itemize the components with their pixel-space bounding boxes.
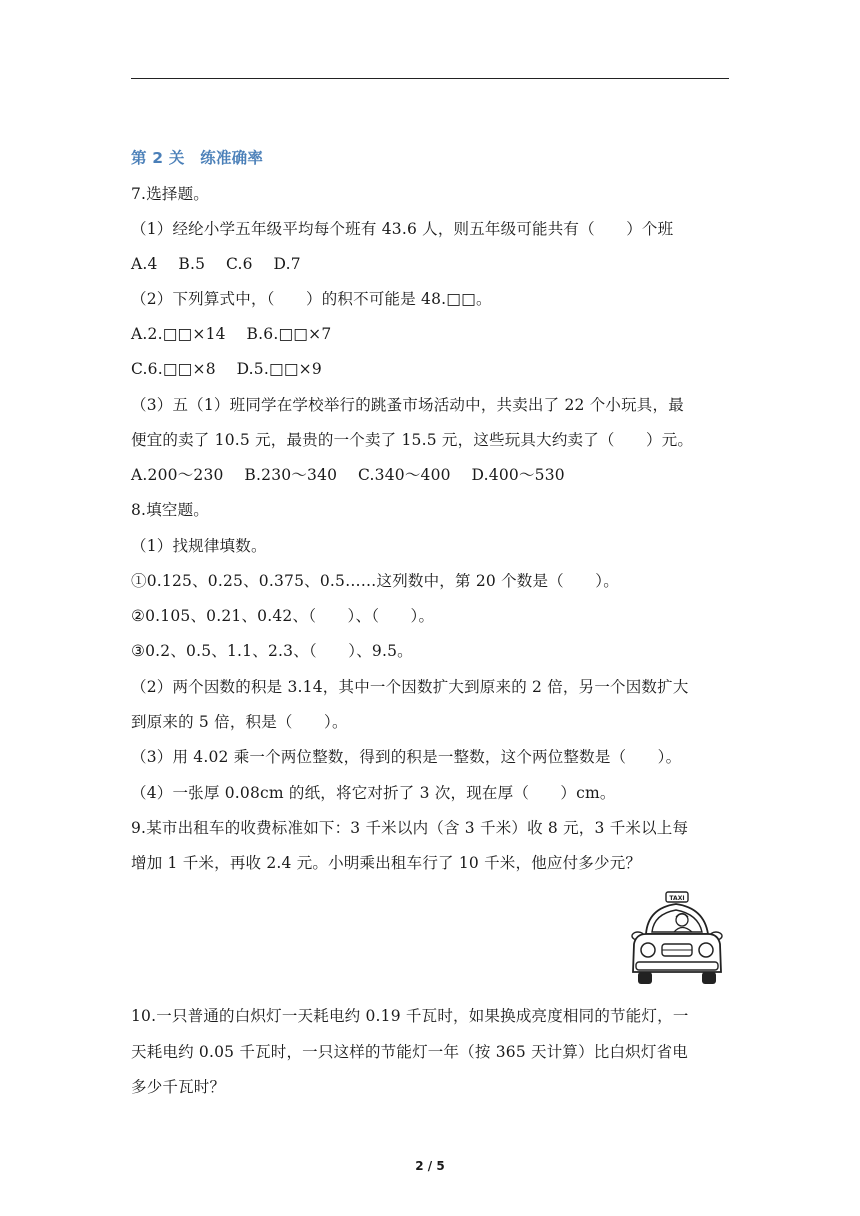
q7-part1-options: A.4 B.5 C.6 D.7 — [131, 255, 301, 273]
page-number: 2 / 5 — [415, 1159, 445, 1173]
header-rule — [131, 78, 729, 79]
q10-line1: 10.一只普通的白炽灯一天耗电约 0.19 千瓦时，如果换成亮度相同的节能灯，一 — [131, 1007, 689, 1025]
q8-part1: （1）找规律填数。 — [131, 537, 267, 555]
q8-part2-line1: （2）两个因数的积是 3.14，其中一个因数扩大到原来的 2 倍，另一个因数扩大 — [131, 678, 689, 696]
q8-seq1: ①0.125、0.25、0.375、0.5……这列数中，第 20 个数是（ ）。 — [131, 572, 619, 590]
taxi-sign-text: TAXI — [669, 895, 685, 902]
taxi-illustration — [626, 890, 726, 990]
q7-part2-options-b: C.6.□□×8 D.5.□□×9 — [131, 360, 322, 378]
q9-line1: 9.某市出租车的收费标准如下：3 千米以内（含 3 千米）收 8 元，3 千米以上每 — [131, 819, 689, 837]
q10-line3: 多少千瓦时？ — [131, 1078, 226, 1096]
q9-line2: 增加 1 千米，再收 2.4 元。小明乘出租车行了 10 千米，他应付多少元？ — [131, 854, 642, 872]
q7-part3-line2: 便宜的卖了 10.5 元，最贵的一个卖了 15.5 元，这些玩具大约卖了（ ）元。 — [131, 431, 694, 449]
q10-line2: 天耗电约 0.05 千瓦时，一只这样的节能灯一年（按 365 天计算）比白炽灯省电 — [131, 1043, 689, 1061]
q8-seq3: ③0.2、0.5、1.1、2.3、（ ）、9.5。 — [131, 642, 413, 660]
q7-part3-options: A.200～230 B.230～340 C.340～400 D.400～530 — [131, 466, 565, 484]
q8-part2-line2: 到原来的 5 倍，积是（ ）。 — [131, 713, 348, 731]
q7-part1: （1）经纶小学五年级平均每个班有 43.6 人，则五年级可能共有（ ）个班 — [131, 220, 674, 238]
q7-part3-line1: （3）五（1）班同学在学校举行的跳蚤市场活动中，共卖出了 22 个小玩具，最 — [131, 396, 684, 414]
q7-part2: （2）下列算式中，（ ）的积不可能是 48.□□。 — [131, 290, 492, 308]
q8-part4: （4）一张厚 0.08cm 的纸，将它对折了 3 次，现在厚（ ）cm。 — [131, 784, 616, 802]
section-title: 第 2 关 练准确率 — [131, 149, 264, 167]
q7-part2-options-a: A.2.□□×14 B.6.□□×7 — [131, 325, 332, 343]
q7-heading: 7.选择题。 — [131, 185, 209, 203]
q8-heading: 8.填空题。 — [131, 501, 209, 519]
q8-seq2: ②0.105、0.21、0.42、（ ）、（ ）。 — [131, 607, 435, 625]
q8-part3: （3）用 4.02 乘一个两位整数，得到的积是一整数，这个两位整数是（ ）。 — [131, 748, 682, 766]
